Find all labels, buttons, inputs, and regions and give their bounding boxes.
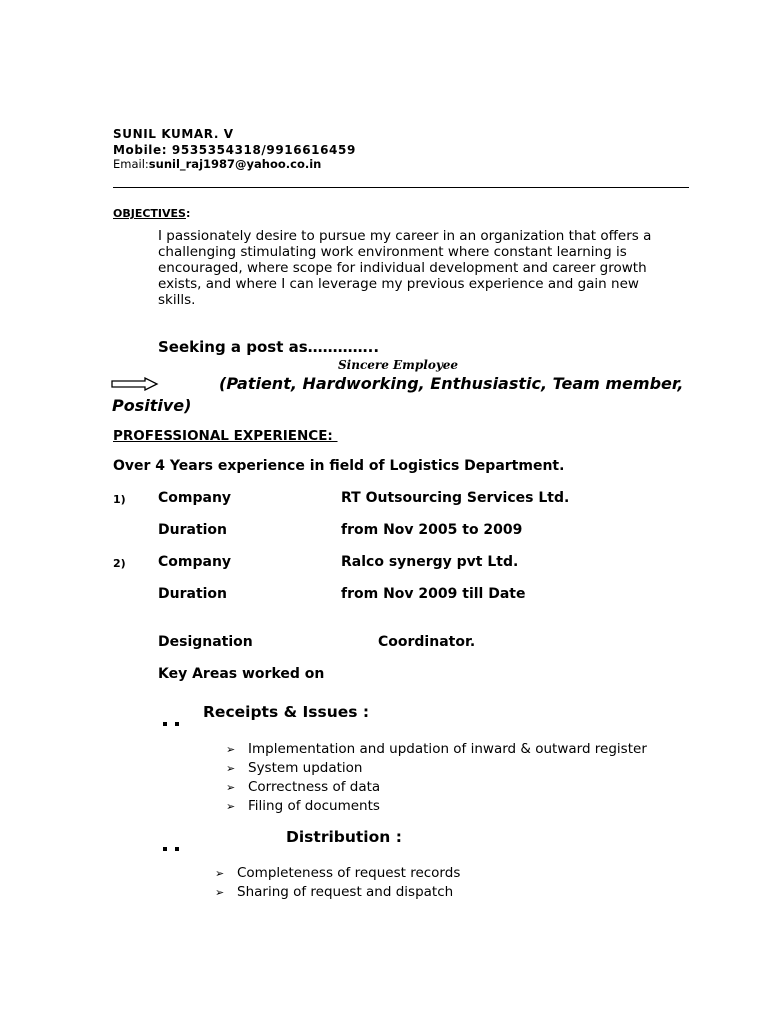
key-areas-label: Key Areas worked on xyxy=(158,666,325,682)
traits-line-1: (Patient, Hardworking, Enthusiastic, Team member, xyxy=(219,374,684,393)
arrow-bullet-icon: ➢ xyxy=(226,743,236,756)
right-arrow-icon xyxy=(111,376,159,395)
area-title: Receipts & Issues : xyxy=(203,703,370,721)
square-bullet-icon xyxy=(163,711,187,730)
header-divider xyxy=(113,187,689,188)
arrow-bullet-icon: ➢ xyxy=(226,762,236,775)
area-title: Distribution : xyxy=(286,828,402,846)
company-label: Company xyxy=(158,554,232,570)
list-item xyxy=(215,864,460,883)
experience-summary: Over 4 Years experience in field of Logistics Department. xyxy=(113,458,565,474)
company-name: Ralco synergy pvt Ltd. xyxy=(341,554,519,570)
job-number: 2) xyxy=(113,557,126,570)
designation-label: Designation xyxy=(158,634,253,650)
seeking-post: Seeking a post as………….. xyxy=(158,338,380,356)
list-item-text: System updation xyxy=(248,760,363,776)
objectives-text: I passionately desire to pursue my career in an organization that offers a challenging stimulating work environment where constant learning is encouraged, where scope for individual development and career growth exists, and where I can leverage my previous experience and gain new skills. xyxy=(158,228,652,308)
duration-value: from Nov 2005 to 2009 xyxy=(341,522,523,538)
designation-value: Coordinator. xyxy=(378,634,476,650)
mobile-line: Mobile: 9535354318/9916616459 xyxy=(113,143,356,157)
list-item xyxy=(226,740,647,759)
duration-label: Duration xyxy=(158,522,228,538)
sincere-employee: Sincere Employee xyxy=(338,358,459,372)
arrow-bullet-icon: ➢ xyxy=(226,800,236,813)
email-line xyxy=(113,157,321,171)
arrow-bullet-icon: ➢ xyxy=(215,886,225,899)
traits-line-2: Positive) xyxy=(112,396,192,415)
square-bullet-icon xyxy=(163,836,187,855)
list-item-text: Sharing of request and dispatch xyxy=(237,884,454,900)
candidate-name: SUNIL KUMAR. V xyxy=(113,127,234,141)
arrow-bullet-icon: ➢ xyxy=(226,781,236,794)
list-item-text: Implementation and updation of inward & outward register xyxy=(248,741,647,757)
objectives-heading xyxy=(113,202,190,221)
list-item xyxy=(226,778,647,797)
email-value[interactable]: sunil_raj1987@yahoo.co.in xyxy=(148,157,322,171)
company-name: RT Outsourcing Services Ltd. xyxy=(341,490,570,506)
duration-value: from Nov 2009 till Date xyxy=(341,586,526,602)
objectives-colon: : xyxy=(185,207,191,220)
email-label: Email: xyxy=(113,157,149,171)
list-item-text: Completeness of request records xyxy=(237,865,461,881)
list-item xyxy=(226,759,647,778)
objectives-label: OBJECTIVES xyxy=(113,207,186,220)
list-item xyxy=(215,883,460,902)
duration-label: Duration xyxy=(158,586,228,602)
list-item-text: Filing of documents xyxy=(248,798,380,814)
area-item-list xyxy=(215,864,460,902)
area-item-list xyxy=(226,740,647,816)
list-item-text: Correctness of data xyxy=(248,779,381,795)
company-label: Company xyxy=(158,490,232,506)
arrow-bullet-icon: ➢ xyxy=(215,867,225,880)
list-item xyxy=(226,797,647,816)
experience-heading: PROFESSIONAL EXPERIENCE: xyxy=(113,428,338,444)
job-number: 1) xyxy=(113,493,126,506)
